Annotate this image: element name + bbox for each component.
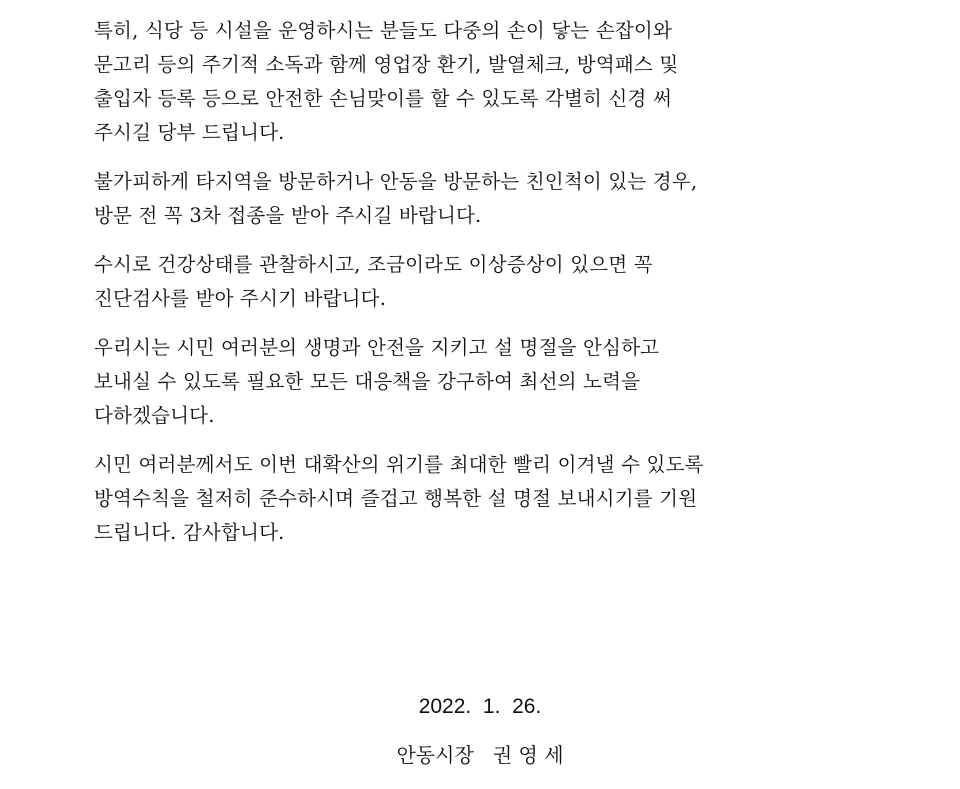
- document-date: 2022. 1. 26.: [418, 695, 542, 718]
- paragraph-line: 수시로 건강상태를 관찰하시고, 조금이라도 이상증상이 있으면 꼭: [94, 253, 653, 276]
- paragraph-line: 우리시는 시민 여러분의 생명과 안전을 지키고 설 명절을 안심하고: [94, 336, 660, 359]
- paragraph-line: 출입자 등록 등으로 안전한 손님맞이를 할 수 있도록 각별히 신경 써: [94, 87, 672, 110]
- paragraph-line: 불가피하게 타지역을 방문하거나 안동을 방문하는 친인척이 있는 경우,: [94, 170, 698, 193]
- paragraph-line: 방문 전 꼭 3차 접종을 받아 주시길 바랍니다.: [94, 204, 482, 227]
- paragraph-5: [94, 448, 884, 550]
- mayor-signature: 안동시장 권 영 세: [396, 743, 564, 767]
- paragraph-line: 보내실 수 있도록 필요한 모든 대응책을 강구하여 최선의 노력을: [94, 370, 641, 393]
- paragraph-line: 주시길 당부 드립니다.: [94, 121, 285, 144]
- paragraph-4: [94, 331, 884, 433]
- document-body: [94, 14, 884, 565]
- paragraph-line: 시민 여러분께서도 이번 대확산의 위기를 최대한 빨리 이겨낼 수 있도록: [94, 453, 704, 476]
- paragraph-1: [94, 14, 884, 150]
- paragraph-line: 다하겠습니다.: [94, 404, 215, 427]
- paragraph-2: [94, 165, 884, 233]
- paragraph-3: [94, 248, 884, 316]
- paragraph-line: 문고리 등의 주기적 소독과 함께 영업장 환기, 발열체크, 방역패스 및: [94, 53, 679, 76]
- paragraph-line: 특히, 식당 등 시설을 운영하시는 분들도 다중의 손이 닿는 손잡이와: [94, 19, 672, 42]
- paragraph-line: 드립니다. 감사합니다.: [94, 521, 285, 544]
- paragraph-line: 진단검사를 받아 주시기 바랍니다.: [94, 287, 387, 310]
- paragraph-line: 방역수칙을 철저히 준수하시며 즐겁고 행복한 설 명절 보내시기를 기원: [94, 487, 698, 510]
